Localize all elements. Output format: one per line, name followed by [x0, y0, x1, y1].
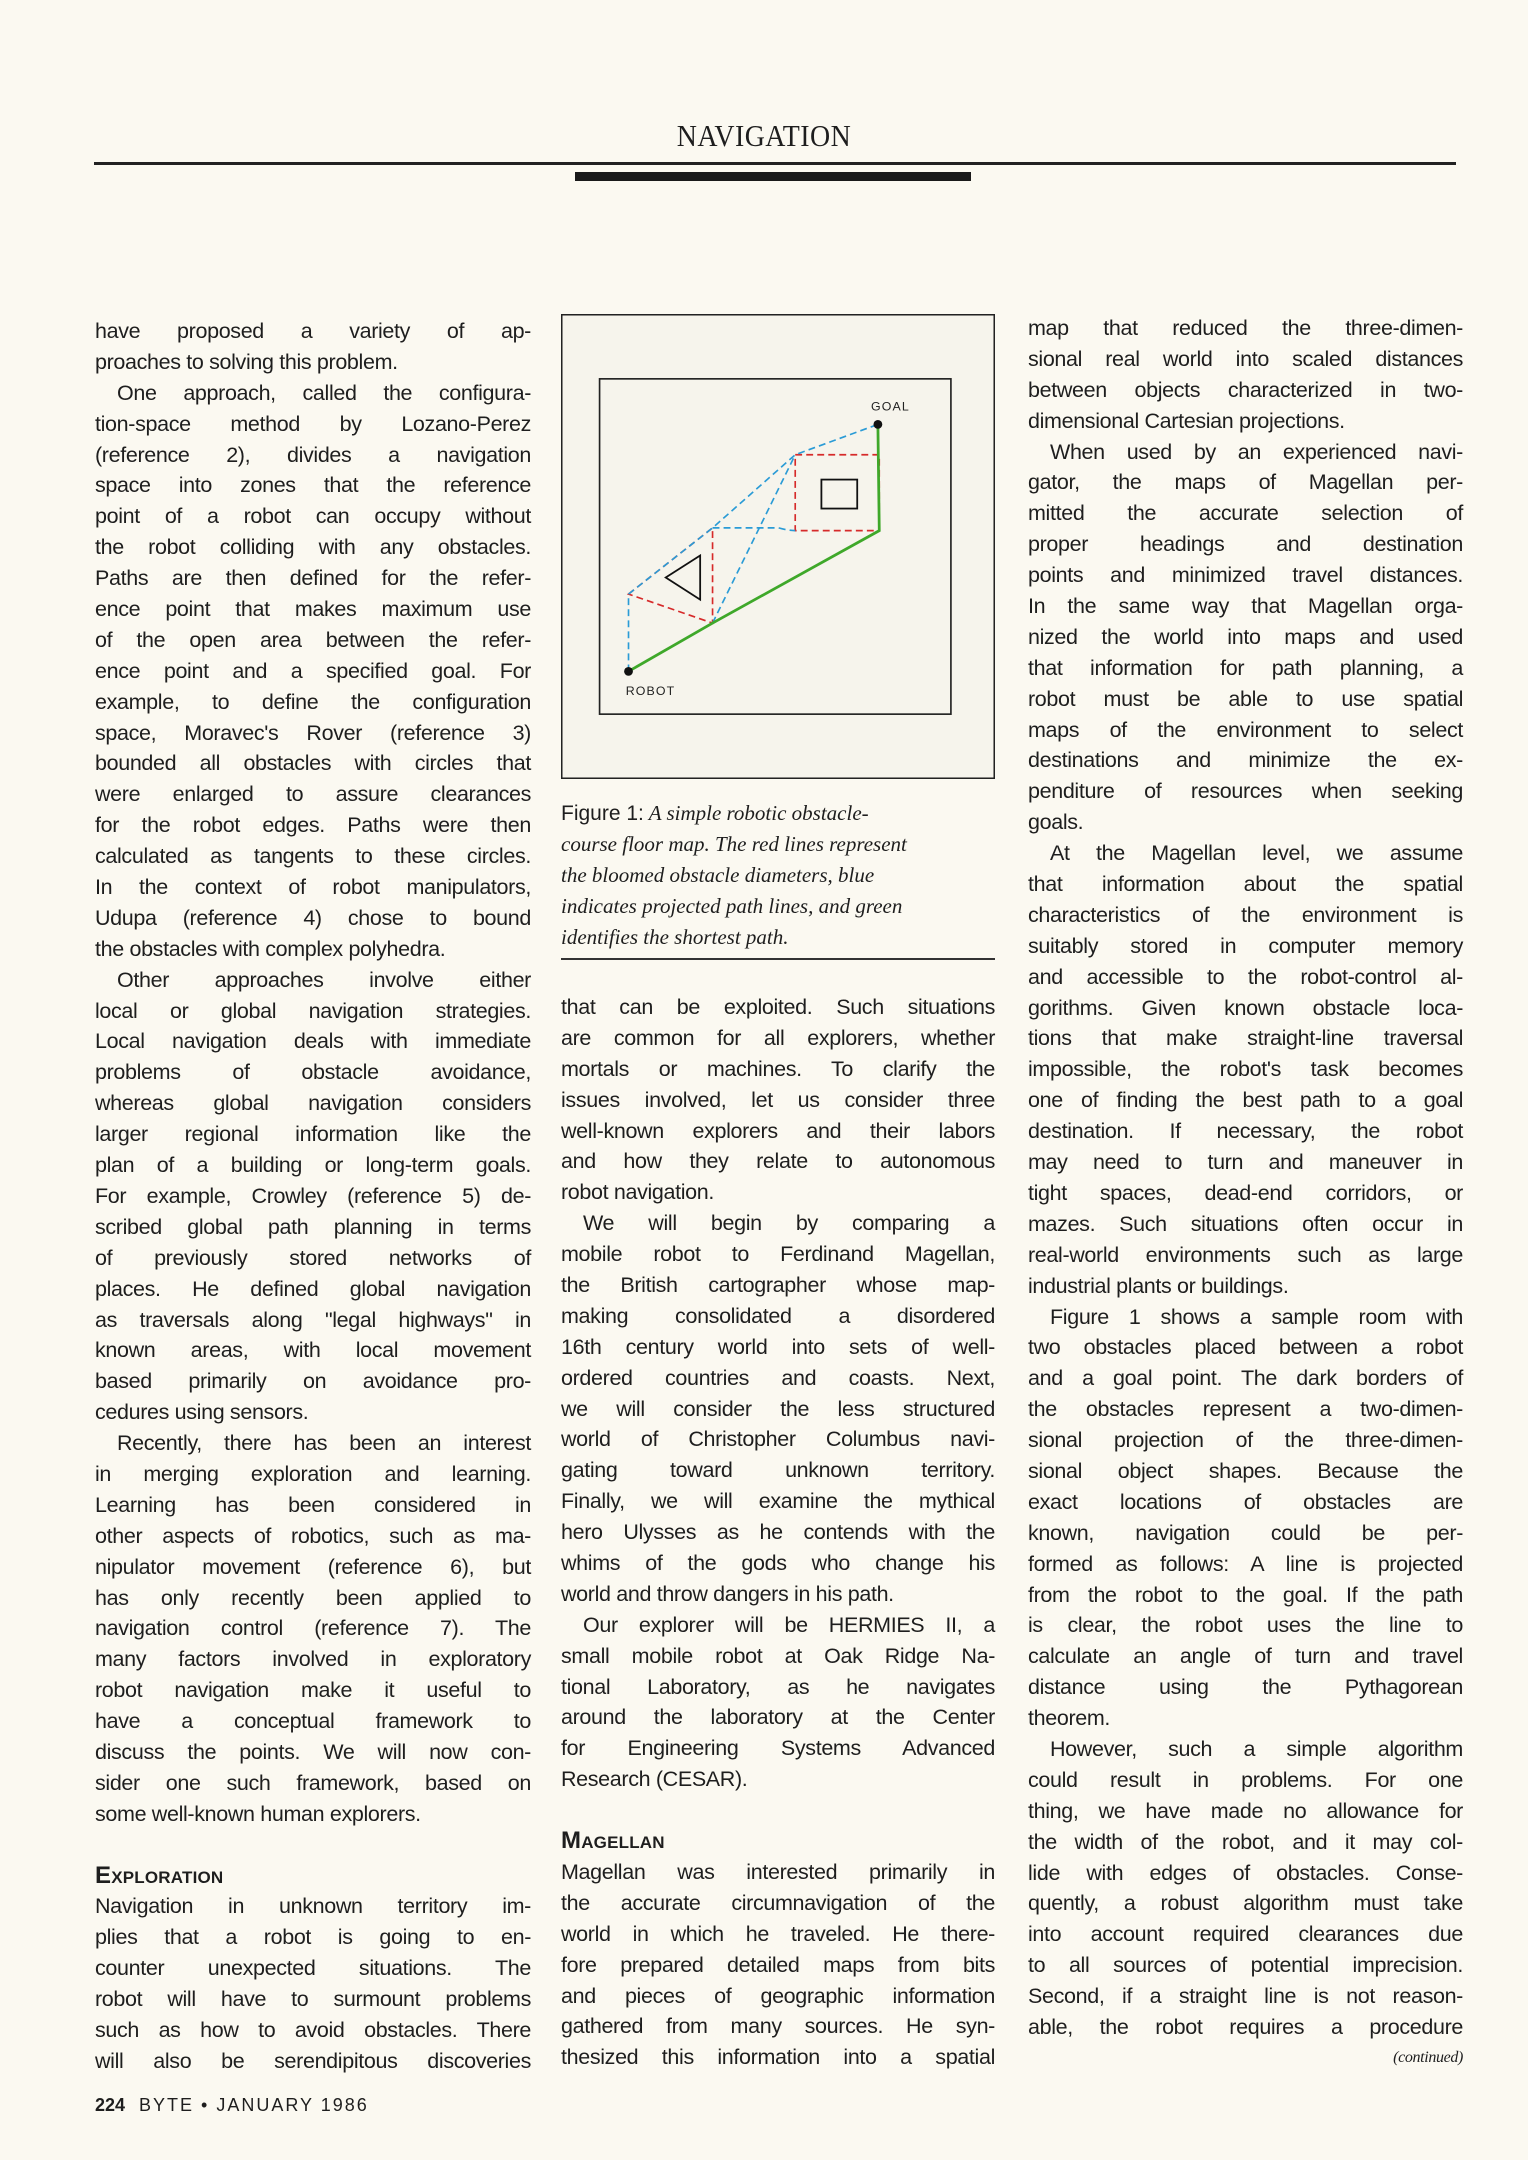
text-line: sional real world into scaled distances: [1028, 346, 1463, 371]
text-line: have proposed a variety of ap-: [95, 319, 531, 343]
text-line: [95, 1830, 531, 1861]
text-line: theorem.: [1028, 1706, 1111, 1731]
text-line: well-known explorers and their labors: [561, 1118, 995, 1143]
text-line: such as how to avoid obstacles. There: [95, 2017, 531, 2042]
text-line: map that reduced the three-dimen-: [1028, 316, 1463, 340]
text-line: some well-known human explorers.: [95, 1801, 421, 1826]
text-line: whereas global navigation considers: [95, 1091, 531, 1116]
text-line: are common for all explorers, whether: [561, 1025, 995, 1050]
text-line: scribed global path planning in terms: [95, 1214, 531, 1239]
text-line: nized the world into maps and used: [1028, 624, 1463, 649]
text-line: proaches to solving this problem.: [95, 349, 398, 374]
page-number: 224: [95, 2095, 126, 2115]
text-line: gorithms. Given known obstacle loca-: [1028, 995, 1463, 1020]
text-line: robot navigation make it useful to: [95, 1678, 531, 1703]
text-line: bounded all obstacles with circles that: [95, 751, 531, 776]
text-line: example, to define the configuration: [95, 689, 531, 714]
column-right: [1028, 313, 1463, 2074]
text-line: tion-space method by Lozano-Perez: [95, 411, 531, 436]
text-line: could result in problems. For one: [1028, 1767, 1463, 1792]
text-line: Recently, there has been an interest: [117, 1431, 531, 1456]
text-line: calculated as tangents to these circles.: [95, 844, 531, 869]
caption-line: the bloomed obstacle diameters, blue: [561, 863, 875, 887]
text-line: maps of the environment to select: [1028, 717, 1463, 742]
text-line: one of finding the best path to a goal: [1028, 1088, 1463, 1113]
text-line: Finally, we will examine the mythical: [561, 1489, 995, 1514]
text-line: cedures using sensors.: [95, 1400, 309, 1425]
text-line: for Engineering Systems Advanced: [561, 1736, 995, 1761]
section-header: NAVIGATION: [676, 118, 852, 153]
text-line: real-world environments such as large: [1028, 1242, 1463, 1267]
text-line: Figure 1 shows a sample room with: [1050, 1304, 1463, 1329]
text-line: and how they relate to autonomous: [561, 1149, 995, 1174]
caption-line: course floor map. The red lines represent: [561, 832, 907, 856]
text-line: 16th century world into sets of well-: [561, 1334, 995, 1359]
text-line: robot navigation.: [561, 1180, 715, 1205]
caption-line: indicates projected path lines, and green: [561, 894, 903, 918]
text-line: discuss the points. We will now con-: [95, 1739, 531, 1764]
text-line: suitably stored in computer memory: [1028, 933, 1463, 958]
text-line: and a goal point. The dark borders of: [1028, 1366, 1463, 1391]
text-line: characteristics of the environment is: [1028, 902, 1463, 927]
text-line: has only recently been applied to: [95, 1585, 531, 1610]
text-line: thing, we have made no allowance for: [1028, 1798, 1463, 1823]
text-line: that information for path planning, a: [1028, 655, 1463, 680]
text-line: around the laboratory at the Center: [561, 1705, 995, 1730]
text-line: places. He defined global navigation: [95, 1276, 531, 1301]
text-line: world and throw dangers in his path.: [561, 1581, 894, 1606]
text-line: and accessible to the robot-control al-: [1028, 964, 1463, 989]
text-line: world of Christopher Columbus navi-: [561, 1427, 995, 1452]
text-line: Second, if a straight line is not reason-: [1028, 1984, 1463, 2009]
text-line: counter unexpected situations. The: [95, 1956, 531, 1981]
text-line: Local navigation deals with immediate: [95, 1029, 531, 1054]
goal-label: GOAL: [871, 399, 910, 414]
text-line: many factors involved in exploratory: [95, 1647, 531, 1672]
text-line: sider one such framework, based on: [95, 1770, 531, 1795]
caption-line: [561, 798, 995, 829]
goal-point: [873, 420, 882, 429]
text-line: that information about the spatial: [1028, 872, 1463, 897]
header-bar: [575, 172, 971, 181]
text-line: In the same way that Magellan orga-: [1028, 594, 1463, 619]
text-line: Magellan was interested primarily in: [561, 1859, 995, 1884]
text-line: For example, Crowley (reference 5) de-: [95, 1183, 531, 1208]
text-line: mortals or machines. To clarify the: [561, 1056, 995, 1081]
text-line: fore prepared detailed maps from bits: [561, 1952, 995, 1977]
text-line: were enlarged to assure clearances: [95, 782, 531, 807]
text-line: mitted the accurate selection of: [1028, 501, 1463, 526]
text-line: impossible, the robot's task becomes: [1028, 1057, 1463, 1082]
text-line: that can be exploited. Such situations: [561, 995, 995, 1019]
text-line: point of a robot can occupy without: [95, 504, 531, 529]
text-line: larger regional information like the: [95, 1122, 531, 1147]
text-line: the British cartographer whose map-: [561, 1273, 995, 1298]
text-line: ence point and a specified goal. For: [95, 658, 531, 683]
text-line: quently, a robust algorithm must take: [1028, 1891, 1463, 1916]
text-line: hero Ulysses as he contends with the: [561, 1520, 995, 1545]
text-line: Navigation in unknown territory im-: [95, 1894, 531, 1919]
text-line: Research (CESAR).: [561, 1767, 748, 1792]
text-line: (reference 2), divides a navigation: [95, 442, 531, 467]
text-line: the robot colliding with any obstacles.: [95, 535, 531, 560]
text-line: will also be serendipitous discoveries: [95, 2048, 531, 2073]
column-left: [95, 316, 531, 2077]
text-line: space into zones that the reference: [95, 473, 531, 498]
text-line: goals.: [1028, 810, 1084, 835]
text-line: navigation control (reference 7). The: [95, 1616, 531, 1641]
text-line: At the Magellan level, we assume: [1050, 841, 1463, 866]
text-line: Udupa (reference 4) chose to bound: [95, 905, 531, 930]
text-line: into account required clearances due: [1028, 1922, 1463, 1947]
text-line: thesized this information into a spatial: [561, 2045, 995, 2070]
text-line: lide with edges of obstacles. Conse-: [1028, 1860, 1463, 1885]
text-line: points and minimized travel distances.: [1028, 563, 1463, 588]
text-line: based primarily on avoidance pro-: [95, 1369, 531, 1394]
text-line: destinations and minimize the ex-: [1028, 748, 1463, 773]
text-line: in merging exploration and learning.: [95, 1461, 531, 1486]
text-line: One approach, called the configura-: [117, 380, 531, 405]
text-line: the width of the robot, and it may col-: [1028, 1829, 1463, 1854]
text-line: the accurate circumnavigation of the: [561, 1890, 995, 1915]
text-line: local or global navigation strategies.: [95, 998, 531, 1023]
text-line: for the robot edges. Paths were then: [95, 813, 531, 838]
caption-rule: [561, 958, 995, 960]
text-line: gating toward unknown territory.: [561, 1458, 995, 1483]
text-line: the obstacles represent a two-dimen-: [1028, 1397, 1463, 1422]
text-line: plies that a robot is going to en-: [95, 1925, 531, 1950]
text-line: is clear, the robot uses the line to: [1028, 1613, 1463, 1638]
figure-1-floor-map: [561, 314, 995, 779]
text-line: tional Laboratory, as he navigates: [561, 1674, 995, 1699]
text-line: However, such a simple algorithm: [1050, 1736, 1463, 1761]
text-line: When used by an experienced navi-: [1050, 439, 1463, 464]
continued-note: (continued): [1393, 2048, 1463, 2066]
text-line: have a conceptual framework to: [95, 1709, 531, 1734]
column-middle: [561, 992, 995, 2073]
text-line: from the robot to the goal. If the path: [1028, 1582, 1463, 1607]
figure-frame: [562, 315, 995, 779]
text-line: destination. If necessary, the robot: [1028, 1119, 1463, 1144]
text-line: plan of a building or long-term goals.: [95, 1153, 531, 1178]
caption-line: identifies the shortest path.: [561, 925, 789, 949]
text-line: proper headings and destination: [1028, 532, 1463, 557]
publication-info: BYTE • JANUARY 1986: [139, 2095, 369, 2115]
text-line: Our explorer will be HERMIES II, a: [583, 1612, 995, 1637]
text-line: Other approaches involve either: [117, 967, 531, 992]
text-line: penditure of resources when seeking: [1028, 779, 1463, 804]
text-line: mobile robot to Ferdinand Magellan,: [561, 1242, 995, 1267]
text-line: distance using the Pythagorean: [1028, 1675, 1463, 1700]
text-line: dimensional Cartesian projections.: [1028, 408, 1345, 433]
text-line: formed as follows: A line is projected: [1028, 1551, 1463, 1576]
text-line: to all sources of potential imprecision.: [1028, 1953, 1463, 1978]
header-rule: [94, 162, 1456, 165]
text-line: gator, the maps of Magellan per-: [1028, 470, 1463, 495]
text-line: robot will have to surmount problems: [95, 1987, 531, 2012]
text-line: sional object shapes. Because the: [1028, 1458, 1463, 1483]
text-line: of previously stored networks of: [95, 1245, 531, 1270]
text-line: space, Moravec's Rover (reference 3): [95, 720, 531, 745]
text-line: robot must be able to use spatial: [1028, 686, 1463, 711]
text-line: known areas, with local movement: [95, 1338, 531, 1363]
text-line: the obstacles with complex polyhedra.: [95, 936, 446, 961]
robot-point: [624, 667, 633, 676]
caption-text: A simple robotic obstacle-: [648, 801, 869, 825]
text-line: of the open area between the refer-: [95, 627, 531, 652]
text-line: problems of obstacle avoidance,: [95, 1060, 531, 1085]
text-line: mazes. Such situations often occur in: [1028, 1211, 1463, 1236]
text-line: industrial plants or buildings.: [1028, 1273, 1289, 1298]
text-line: calculate an angle of turn and travel: [1028, 1644, 1463, 1669]
text-line: and pieces of geographic information: [561, 1983, 995, 2008]
text-line: Learning has been considered in: [95, 1492, 531, 1517]
robot-label: ROBOT: [625, 683, 676, 698]
section-heading: Magellan: [561, 1827, 665, 1855]
page-footer: [95, 2095, 369, 2116]
text-line: tight spaces, dead-end corridors, or: [1028, 1180, 1463, 1205]
caption-lead: Figure 1:: [561, 802, 644, 825]
text-line: tions that make straight-line traversal: [1028, 1026, 1463, 1051]
text-line: world in which he traveled. He there-: [561, 1921, 995, 1946]
text-line: we will consider the less structured: [561, 1396, 995, 1421]
text-line: known, navigation could be per-: [1028, 1520, 1463, 1545]
text-line: whims of the gods who change his: [561, 1551, 995, 1576]
text-line: gathered from many sources. He syn-: [561, 2014, 995, 2039]
text-line: sional projection of the three-dimen-: [1028, 1428, 1463, 1453]
text-line: as traversals along "legal highways" in: [95, 1307, 531, 1332]
text-line: small mobile robot at Oak Ridge Na-: [561, 1643, 995, 1668]
text-line: In the context of robot manipulators,: [95, 875, 531, 900]
text-line: able, the robot requires a procedure: [1028, 2014, 1463, 2039]
text-line: ordered countries and coasts. Next,: [561, 1365, 995, 1390]
section-heading: Exploration: [95, 1861, 224, 1889]
text-line: between objects characterized in two-: [1028, 377, 1463, 402]
text-line: Paths are then defined for the refer-: [95, 566, 531, 591]
text-line: may need to turn and maneuver in: [1028, 1150, 1463, 1175]
figure-caption: [561, 798, 995, 953]
text-line: issues involved, let us consider three: [561, 1087, 995, 1112]
text-line: making consolidated a disordered: [561, 1303, 995, 1328]
text-line: two obstacles placed between a robot: [1028, 1335, 1463, 1360]
text-line: exact locations of obstacles are: [1028, 1489, 1463, 1514]
text-line: nipulator movement (reference 6), but: [95, 1554, 531, 1579]
text-line: [561, 1795, 995, 1826]
text-line: ence point that makes maximum use: [95, 597, 531, 622]
text-line: We will begin by comparing a: [583, 1211, 995, 1236]
text-line: other aspects of robotics, such as ma-: [95, 1523, 531, 1548]
